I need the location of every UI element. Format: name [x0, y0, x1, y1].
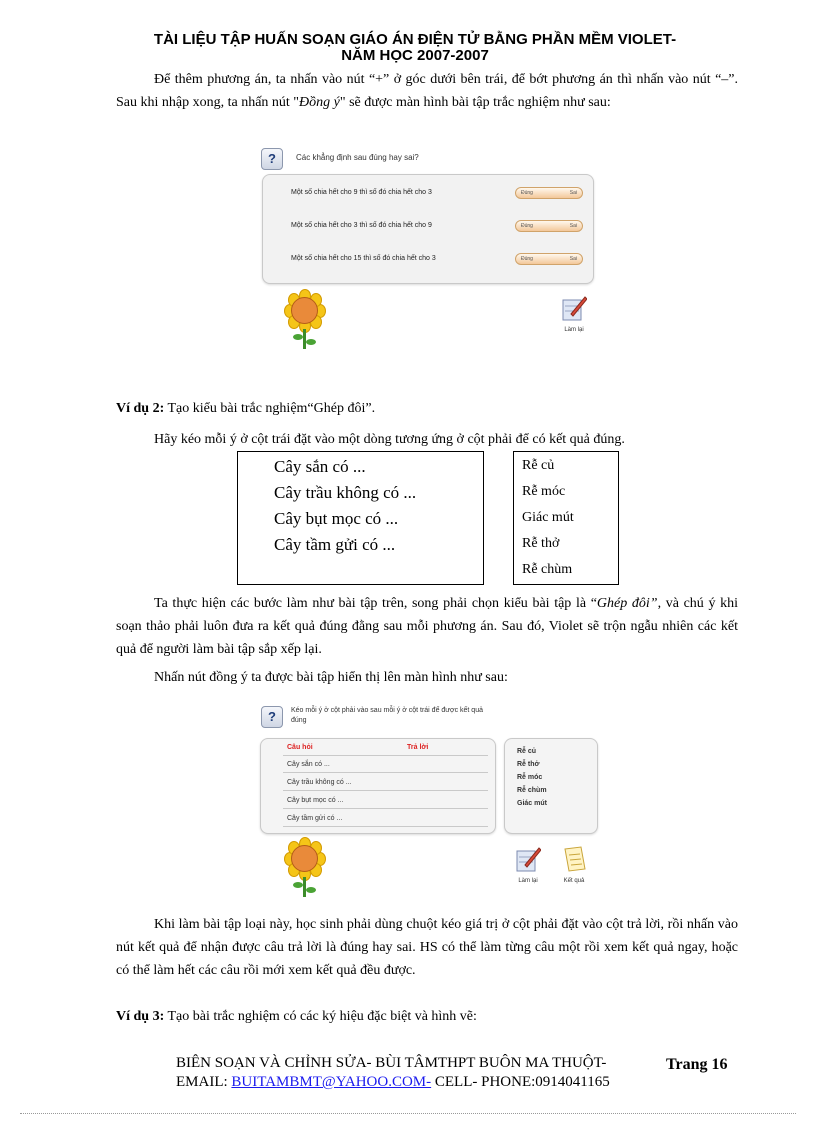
footer-line-1: BIÊN SOẠN VÀ CHỈNH SỬA- BÙI TÂMTHPT BUÔN MA THUỘT-	[176, 1055, 607, 1071]
draggable-answer[interactable]: Rễ móc	[517, 774, 543, 781]
statement-3: Một số chia hết cho 15 thì số đó chia hết cho 3	[291, 255, 436, 262]
question-row-3: Cây bụt mọc có ...	[287, 797, 344, 804]
question-row-2: Cây trầu không có ...	[287, 779, 352, 786]
right-item: Giác mút	[522, 510, 574, 525]
example-3-heading: Ví dụ 3: Tạo bài trắc nghiệm có các ký hiệu đặc biệt và hình vẽ:	[116, 1009, 477, 1024]
paragraph-3: Nhấn nút đồng ý ta được bài tập hiển thị lên màn hình như sau:	[154, 670, 508, 685]
footer	[176, 1054, 656, 1092]
paragraph-4: Khi làm bài tập loại này, học sinh phải dùng chuột kéo giá trị ở cột phải đặt vào cột trả lời, rồi nhấn vào nút kết quả để nhận được câu trả lời là đúng hay sai. HS có thể làm từng câu một rồi xem kết quả ngay, hoặc có thể làm hết các câu rồi mới xem kết quả đều được.	[116, 917, 738, 978]
sunflower-mascot-icon	[280, 837, 328, 897]
right-item: Rễ chùm	[522, 562, 573, 577]
result-paper-icon	[561, 845, 587, 873]
page-number: Trang 16	[666, 1056, 728, 1073]
quiz-question: Các khẳng định sau đúng hay sai?	[296, 153, 419, 162]
answer-bank	[504, 738, 598, 834]
truefalse-quiz-screenshot	[258, 144, 603, 349]
notebook-pencil-icon	[515, 845, 541, 873]
column-question: Câu hỏi	[287, 744, 313, 751]
question-row-1: Cây sắn có ...	[287, 761, 330, 768]
draggable-answer[interactable]: Giác mút	[517, 800, 547, 807]
page-divider	[20, 1113, 796, 1114]
right-item: Rễ móc	[522, 484, 566, 499]
question-row-4: Cây tầm gửi có ...	[287, 815, 343, 822]
paragraph-2: Ta thực hiện các bước làm như bài tập trên, song phải chọn kiểu bài tập là “Ghép đôi”, và chú ý khi soạn thảo phải luôn đưa ra kết quả đúng đằng sau mỗi phương án. Sau đó, Violet sẽ trộn ngẫu nhiên các kết quả để người làm bài tập sắp xếp lại.	[116, 596, 738, 657]
intro-paragraph: Để thêm phương án, ta nhấn vào nút “+” ở góc dưới bên trái, để bớt phương án thì nhấn vào nút “–”. Sau khi nhập xong, ta nhấn nút "Đồng ý" sẽ được màn hình bài tập trắc nghiệm như sau:	[116, 72, 738, 110]
document-header	[110, 32, 720, 64]
truefalse-toggle-1[interactable]: Đúng Sai	[515, 187, 583, 199]
email-link[interactable]: BUITAMBMT@YAHOO.COM-	[231, 1074, 432, 1090]
left-item: Cây trầu không có ...	[274, 483, 417, 502]
example-2-heading: Ví dụ 2: Tạo kiểu bài trắc nghiệm“Ghép đôi”.	[116, 401, 376, 416]
notebook-pencil-icon	[561, 294, 587, 322]
draggable-answer[interactable]: Rễ thở	[517, 761, 540, 768]
sunflower-mascot-icon	[280, 289, 328, 349]
result-button[interactable]: Kết quả	[556, 845, 592, 889]
question-icon: ?	[261, 148, 283, 170]
right-item: Rễ củ	[522, 458, 555, 473]
statement-2: Một số chia hết cho 3 thì số đó chia hết cho 9	[291, 222, 432, 229]
match-left-column	[237, 451, 484, 585]
draggable-answer[interactable]: Rễ củ	[517, 748, 537, 755]
quiz-question: Kéo mỗi ý ở cột phải vào sau mỗi ý ở cột trái để được kết quả đúng	[291, 707, 483, 724]
draggable-answer[interactable]: Rễ chùm	[517, 787, 547, 794]
question-icon: ?	[261, 706, 283, 728]
footer-line-2: EMAIL: BUITAMBMT@YAHOO.COM- CELL- PHONE:0914041165	[176, 1074, 610, 1090]
reset-button[interactable]: Làm lại	[510, 845, 546, 889]
statements-panel	[262, 174, 594, 284]
column-answer: Trả lời	[407, 744, 429, 751]
header-line-2: NĂM HỌC 2007-2007	[341, 47, 489, 64]
example-2-instruction: Hãy kéo mỗi ý ở cột trái đặt vào một dòng tương ứng ở cột phải để có kết quả đúng.	[154, 432, 625, 447]
left-item: Cây tầm gửi có ...	[274, 535, 396, 554]
reset-button[interactable]: Làm lại	[556, 294, 592, 340]
header-line-1: TÀI LIỆU TẬP HUẤN SOẠN GIÁO ÁN ĐIỆN TỬ BẰNG PHẦN MỀM VIOLET-	[153, 31, 677, 48]
left-item: Cây bụt mọc có ...	[274, 509, 399, 528]
match-right-column	[513, 451, 619, 585]
truefalse-toggle-2[interactable]: Đúng Sai	[515, 220, 583, 232]
statement-1: Một số chia hết cho 9 thì số đó chia hết cho 3	[291, 189, 432, 196]
question-answer-table	[260, 738, 496, 834]
matching-quiz-screenshot	[258, 702, 603, 897]
truefalse-toggle-3[interactable]: Đúng Sai	[515, 253, 583, 265]
left-item: Cây sắn có ...	[274, 457, 366, 476]
right-item: Rễ thở	[522, 536, 560, 551]
